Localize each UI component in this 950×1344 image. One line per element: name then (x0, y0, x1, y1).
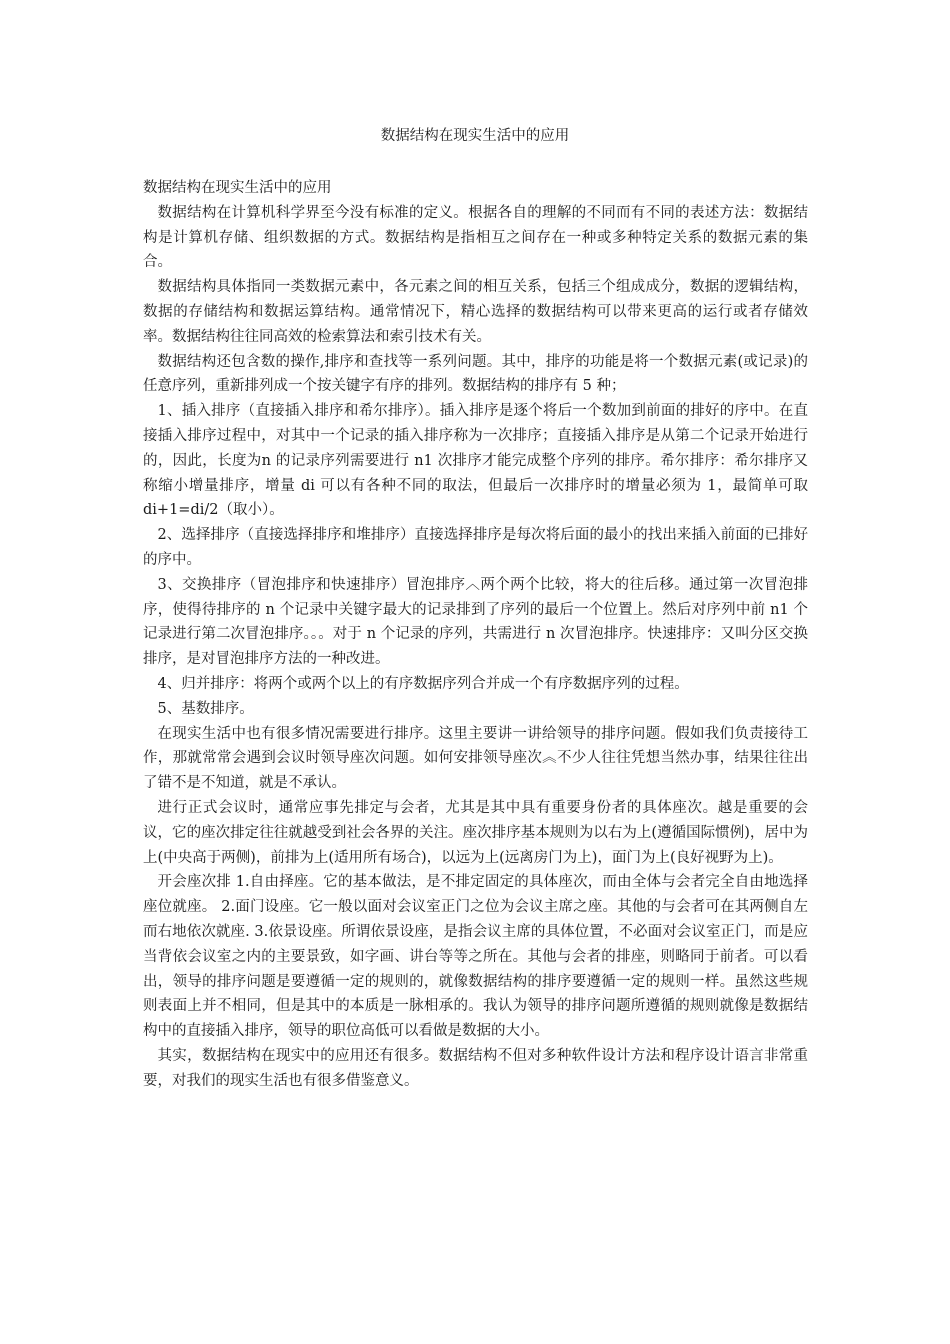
paragraph-selection-sort: 2、选择排序（直接选择排序和堆排序）直接选择排序是每次将后面的最小的找出来插入前面的已排好的序中。 (143, 527, 808, 568)
paragraph-definition: 数据结构在计算机科学界至今没有标准的定义。根据各自的理解的不同而有不同的表述方法：数据结构是计算机存储、组织数据的方式。数据结构是指相互之间存在一种或多种特定关系的数据元素的集合。 (143, 204, 808, 271)
paragraph-sorting-intro: 数据结构还包含数的操作,排序和查找等一系列问题。其中，排序的功能是将一个数据元素(或记录)的任意序列，重新排列成一个按关键字有序的排列。数据结构的排序有 5 种； (143, 353, 808, 395)
document-heading: 数据结构在现实生活中的应用 (143, 180, 332, 196)
paragraph-exchange-sort: 3、交换排序（冒泡排序和快速排序）冒泡排序︿两个两个比较，将大的往后移。通过第一次冒泡排序，使得待排序的 n 个记录中关键字最大的记录排到了序列的最后一个位置上。然后对序列中前 n1 个记录进行第二次冒泡排序。。。对于 n 个记录的序列，共需进行 n 次冒泡排序。快速排序：又叫分区交换排序，是对冒泡排序方法的一种改进。 (143, 576, 808, 668)
document-body (143, 176, 808, 1093)
paragraph-insertion-sort: 1、插入排序（直接插入排序和希尔排序）。插入排序是逐个将后一个数加到前面的排好的序中。在直接插入排序过程中，对其中一个记录的插入排序称为一次排序；直接插入排序是从第二个记录开始进行的，因此，长度为n 的记录序列需要进行 n1 次排序才能完成整个序列的排序。希尔排序：希尔排序又称缩小增量排序，增量 di 可以有各种不同的取法，但最后一次排序时的增量必须为 1，最简单可取 di+1=di/2（取小）。 (143, 403, 808, 519)
paragraph-conclusion: 其实，数据结构在现实中的应用还有很多。数据结构不但对多种软件设计方法和程序设计语言非常重要，对我们的现实生活也有很多借鉴意义。 (143, 1047, 808, 1089)
paragraph-meeting-rules: 进行正式会议时，通常应事先排定与会者，尤其是其中具有重要身份者的具体座次。越是重要的会议，它的座次排定往往就越受到社会各界的关注。座次排序基本规则为以右为上(遵循国际惯例)，居中为上(中央高于两侧)，前排为上(适用所有场合)，以远为上(远离房门为上)，面门为上(良好视野为上)。 (143, 799, 808, 866)
paragraph-real-life: 在现实生活中也有很多情况需要进行排序。这里主要讲一讲给领导的排序问题。假如我们负责接待工作，那就常常会遇到会议时领导座次问题。如何安排领导座次︽不少人往往凭想当然办事，结果往往出了错不是不知道，就是不承认。 (143, 725, 808, 792)
paragraph-components: 数据结构具体指同一类数据元素中，各元素之间的相互关系，包括三个组成成分，数据的逻辑结构，数据的存储结构和数据运算结构。通常情况下，精心选择的数据结构可以带来更高的运行或者存储效率。数据结构往往同高效的检索算法和索引技术有关。 (143, 279, 808, 345)
paragraph-merge-sort: 4、归并排序：将两个或两个以上的有序数据序列合并成一个有序数据序列的过程。 (157, 675, 689, 692)
document-title: 数据结构在现实生活中的应用 (380, 128, 570, 144)
paragraph-radix-sort: 5、基数排序。 (157, 700, 254, 717)
paragraph-seating-methods: 开会座次排 1.自由择座。它的基本做法，是不排定固定的具体座次，而由全体与会者完全自由地选择座位就座。 2.面门设座。它一般以面对会议室正门之位为会议主席之座。其他的与会者可在其两侧自左而右地依次就座. 3.依景设座。所谓依景设座，是指会议主席的具体位置，不必面对会议室正门，而是应当背依会议室之内的主要景致，如字画、讲台等等之所在。其他与会者的排座，则略同于前者。可以看出，领导的排序问题是要遵循一定的规则的，就像数据结构的排序要遵循一定的规则一样。虽然这些规则表面上并不相同，但是其中的本质是一脉相承的。我认为领导的排序问题所遵循的规则就像是数据结构中的直接插入排序，领导的职位高低可以看做是数据的大小。 (143, 874, 808, 1040)
